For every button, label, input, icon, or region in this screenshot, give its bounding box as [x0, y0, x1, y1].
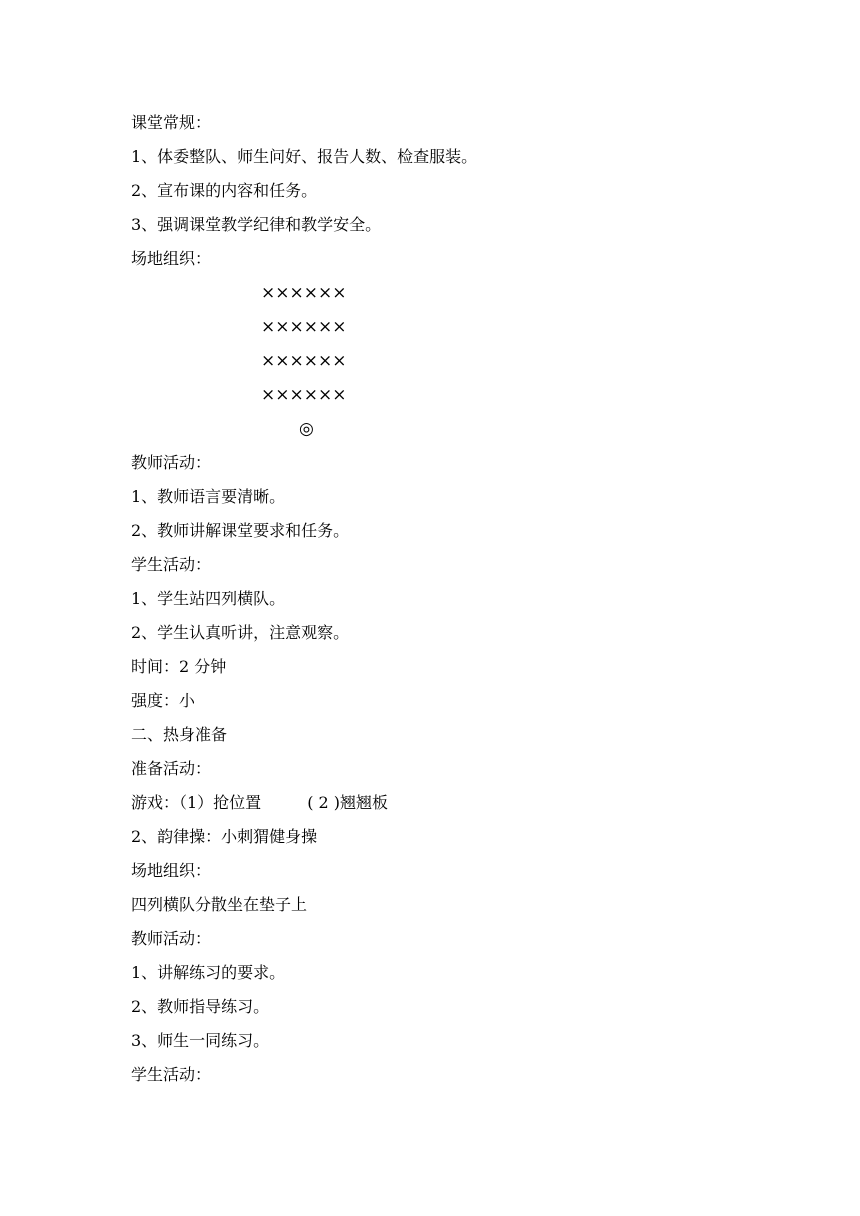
heading-preparation-activity: 准备活动： [131, 759, 212, 778]
student-activity-item-1: 1、学生站四列横队。 [131, 589, 286, 608]
formation-row-3: ×××××× [261, 351, 347, 371]
teacher-activity-2-item-3: 3、师生一同练习。 [131, 1031, 270, 1050]
document-body [131, 106, 731, 1092]
heading-teacher-activity: 教师活动： [131, 453, 212, 472]
routine-item-1: 1、体委整队、师生问好、报告人数、检查服装。 [131, 147, 478, 166]
teacher-activity-item-2: 2、教师讲解课堂要求和任务。 [131, 521, 350, 540]
teacher-activity-item-1: 1、教师语言要清晰。 [131, 487, 286, 506]
formation-row-4: ×××××× [261, 385, 347, 405]
student-activity-item-2: 2、学生认真听讲，注意观察。 [131, 623, 350, 642]
formation-description: 四列横队分散坐在垫子上 [131, 895, 308, 914]
formation-diagram [131, 276, 731, 446]
routine-item-2: 2、宣布课的内容和任务。 [131, 181, 318, 200]
heading-venue-organization: 场地组织： [131, 249, 212, 268]
rhythm-exercise-line: 2、韵律操：小刺猬健身操 [131, 827, 318, 846]
teacher-activity-2-item-2: 2、教师指导练习。 [131, 997, 270, 1016]
heading-teacher-activity-2: 教师活动： [131, 929, 212, 948]
heading-venue-organization-2: 场地组织： [131, 861, 212, 880]
heading-warmup: 二、热身准备 [131, 725, 228, 744]
teacher-activity-2-item-1: 1、讲解练习的要求。 [131, 963, 286, 982]
formation-row-1: ×××××× [261, 283, 347, 303]
heading-student-activity-2: 学生活动： [131, 1065, 212, 1084]
game-line [131, 786, 731, 820]
game-item-2: ( 2 )翘翘板 [307, 793, 389, 812]
teacher-position-symbol: ◎ [299, 419, 314, 439]
intensity-line: 强度：小 [131, 691, 196, 710]
formation-row-2: ×××××× [261, 317, 347, 337]
heading-student-activity: 学生活动： [131, 555, 212, 574]
routine-item-3: 3、强调课堂教学纪律和教学安全。 [131, 215, 382, 234]
game-item-1: 游戏：（1）抢位置 [131, 793, 262, 812]
heading-class-routine: 课堂常规： [131, 113, 212, 132]
time-line: 时间：2 分钟 [131, 657, 227, 676]
